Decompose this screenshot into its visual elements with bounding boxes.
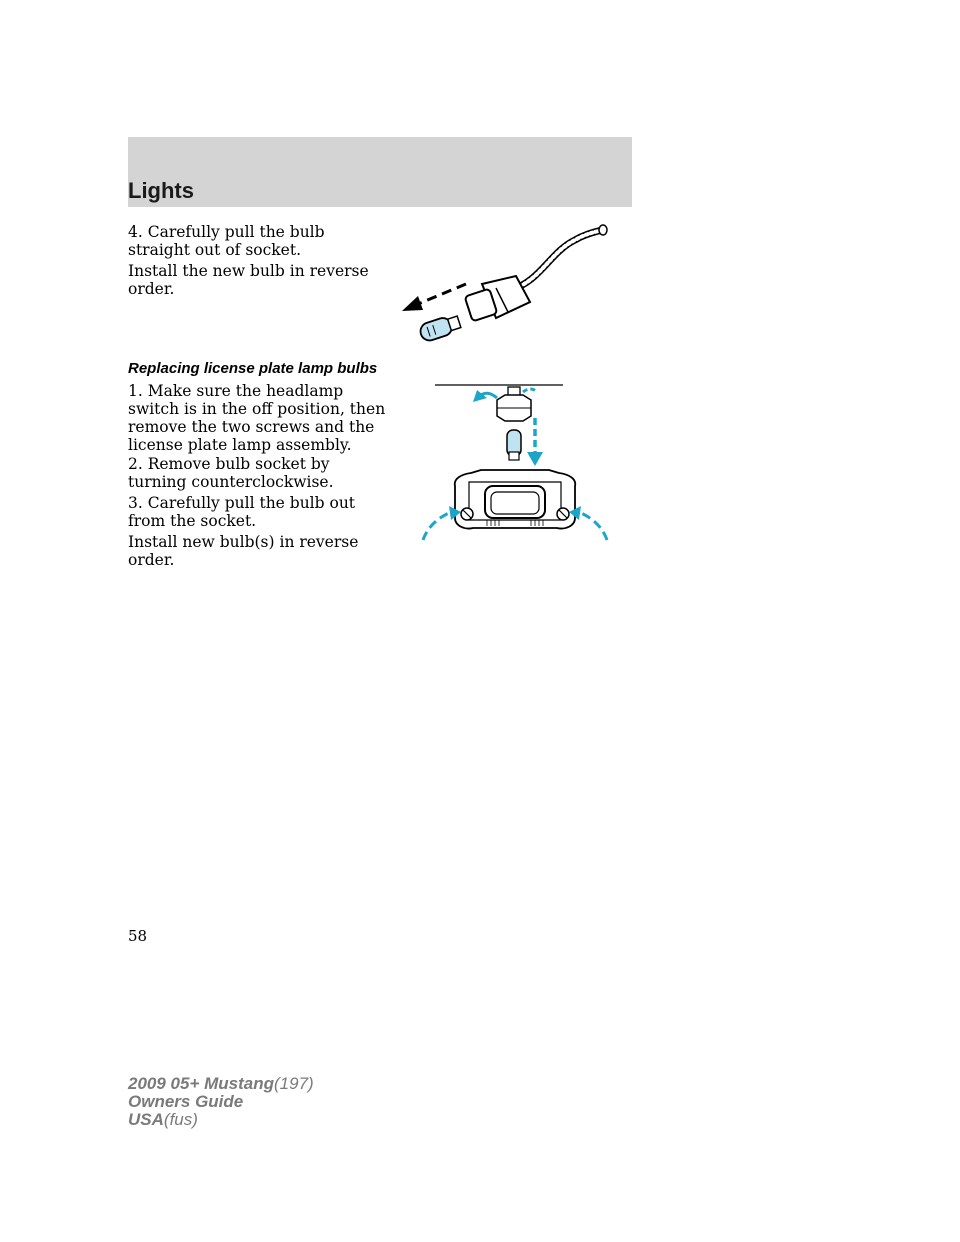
- section-header-band: [128, 137, 632, 207]
- step-4-text: 4. Carefully pull the bulb straight out of socket.: [128, 223, 325, 259]
- install-reverse-text: Install the new bulb in reverse order.: [128, 262, 369, 298]
- footer-guide: Owners Guide: [128, 1092, 244, 1111]
- page-number: 58: [128, 927, 148, 945]
- footer-model: 2009 05+ Mustang: [128, 1074, 274, 1093]
- footer-line-1: [128, 1075, 314, 1093]
- footer-model-code: (197): [274, 1074, 314, 1093]
- footer-market: USA: [128, 1110, 164, 1129]
- license-lamp-illustration: [415, 378, 615, 548]
- license-step-2: 2. Remove bulb socket by turning counterclockwise.: [128, 455, 334, 491]
- license-step-3: 3. Carefully pull the bulb out from the socket.: [128, 494, 356, 530]
- footer-line-2: [128, 1093, 314, 1111]
- footer-market-code: (fus): [163, 1110, 198, 1129]
- footer-line-3: [128, 1111, 314, 1129]
- section-title: Lights: [128, 178, 194, 203]
- license-plate-subheading: Replacing license plate lamp bulbs: [128, 360, 378, 377]
- document-footer: [128, 1075, 314, 1129]
- license-install-text: Install new bulb(s) in reverse order.: [128, 533, 359, 569]
- license-step-1: 1. Make sure the headlamp switch is in the off position, then remove the two screws and the license plate lamp assembly.: [128, 382, 386, 454]
- bulb-removal-illustration: [390, 222, 620, 352]
